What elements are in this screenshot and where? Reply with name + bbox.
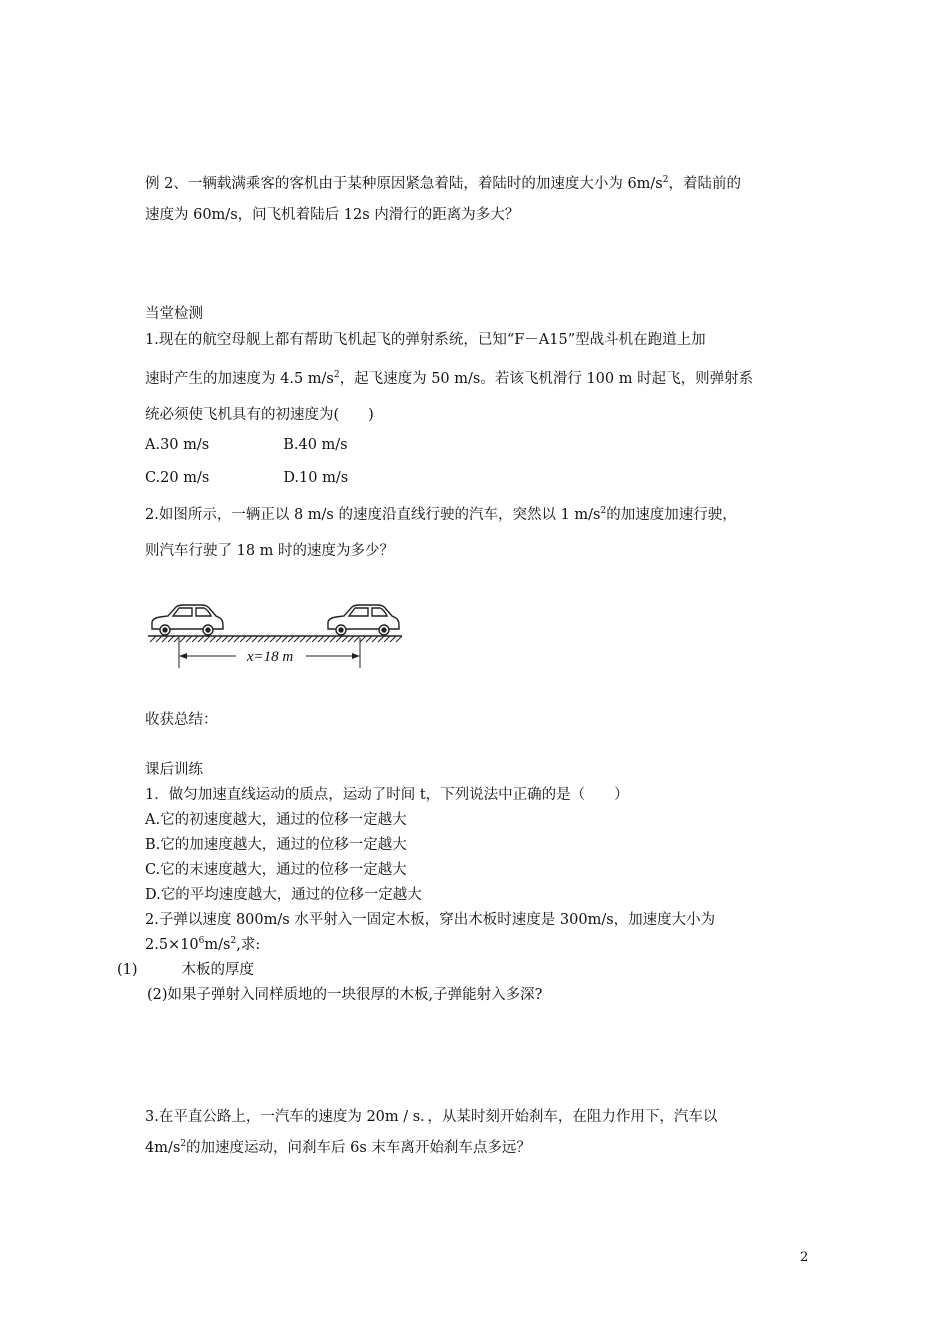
option-a: A.30 m/s bbox=[145, 437, 210, 453]
homework-q2-sub2: (2)如果子弹射入同样质地的一块很厚的木板,子弹能射入多深? bbox=[147, 987, 543, 1003]
test-q2-line1: 2.如图所示，一辆正以 8 m/s 的速度沿直线行驶的汽车，突然以 1 $m/s^2$的加速度加速行驶， bbox=[145, 506, 737, 523]
homework-q1-stem: 1．做匀加速直线运动的质点，运动了时间 t，下列说法中正确的是（ ） bbox=[145, 787, 629, 803]
section-heading-homework: 课后训练 bbox=[145, 762, 203, 778]
homework-q3-line2: $4m/s^2$的加速度运动，问刹车后 6s 末车离开始刹车点多远？ bbox=[145, 1139, 531, 1156]
section-heading-in-class-test: 当堂检测 bbox=[145, 306, 203, 322]
test-q1-line1: 1.现在的航空母舰上都有帮助飞机起飞的弹射系统，已知“F－A15”型战斗机在跑道上加 bbox=[145, 332, 706, 348]
test-q1-line3: 统必须使飞机具有的初速度为( ) bbox=[145, 407, 374, 423]
homework-q3-line1: 3.在平直公路上，一汽车的速度为 20m / s．，从某时刻开始刹车，在阻力作用下，汽车以 bbox=[145, 1109, 718, 1125]
distance-label: x=18 m bbox=[246, 649, 294, 665]
test-q1-options-row1 bbox=[145, 437, 348, 453]
homework-q1-option-d: D.它的平均速度越大，通过的位移一定越大 bbox=[145, 887, 422, 903]
homework-q1-option-b: B.它的加速度越大，通过的位移一定越大 bbox=[145, 837, 407, 853]
sub1-text: 木板的厚度 bbox=[181, 962, 255, 978]
option-d: D.10 m/s bbox=[283, 470, 349, 486]
example2-line1: 例 2、一辆载满乘客的客机由于某种原因紧急着陆，着陆时的加速度大小为 $6m/s^2$，着陆前的 bbox=[145, 175, 741, 192]
sub1-number: (1) bbox=[117, 962, 138, 978]
option-c: C.20 m/s bbox=[145, 470, 210, 486]
homework-q1-option-a: A.它的初速度越大，通过的位移一定越大 bbox=[145, 812, 407, 828]
test-q1-options-row2 bbox=[145, 470, 348, 486]
car-start-icon bbox=[152, 605, 223, 635]
car-end-icon bbox=[328, 605, 399, 635]
road-line bbox=[148, 636, 402, 642]
homework-q2-sub1 bbox=[117, 958, 254, 979]
example2-line2: 速度为 60m/s，问飞机着陆后 12s 内滑行的距离为多大？ bbox=[145, 207, 520, 223]
homework-q1-option-c: C.它的末速度越大，通过的位移一定越大 bbox=[145, 862, 407, 878]
page-number: 2 bbox=[800, 1250, 809, 1265]
section-heading-summary: 收获总结： bbox=[145, 712, 218, 728]
homework-q2-line1: 2.子弹以速度 800m/s 水平射入一固定木板，穿出木板时速度是 300m/s，加速度大小为 bbox=[145, 912, 716, 928]
homework-q2-line2: $2.5\times 10^6m/s^2$,求: bbox=[145, 936, 261, 953]
test-q1-line2: 速时产生的加速度为 4.5 $m/s^2$，起飞速度为 50 m/s。若该飞机滑行 100 m 时起飞，则弹射系 bbox=[145, 370, 754, 387]
car-road-figure bbox=[148, 598, 404, 670]
option-b: B.40 m/s bbox=[283, 437, 348, 453]
test-q2-line2: 则汽车行驶了 18 m 时的速度为多少？ bbox=[145, 543, 395, 559]
